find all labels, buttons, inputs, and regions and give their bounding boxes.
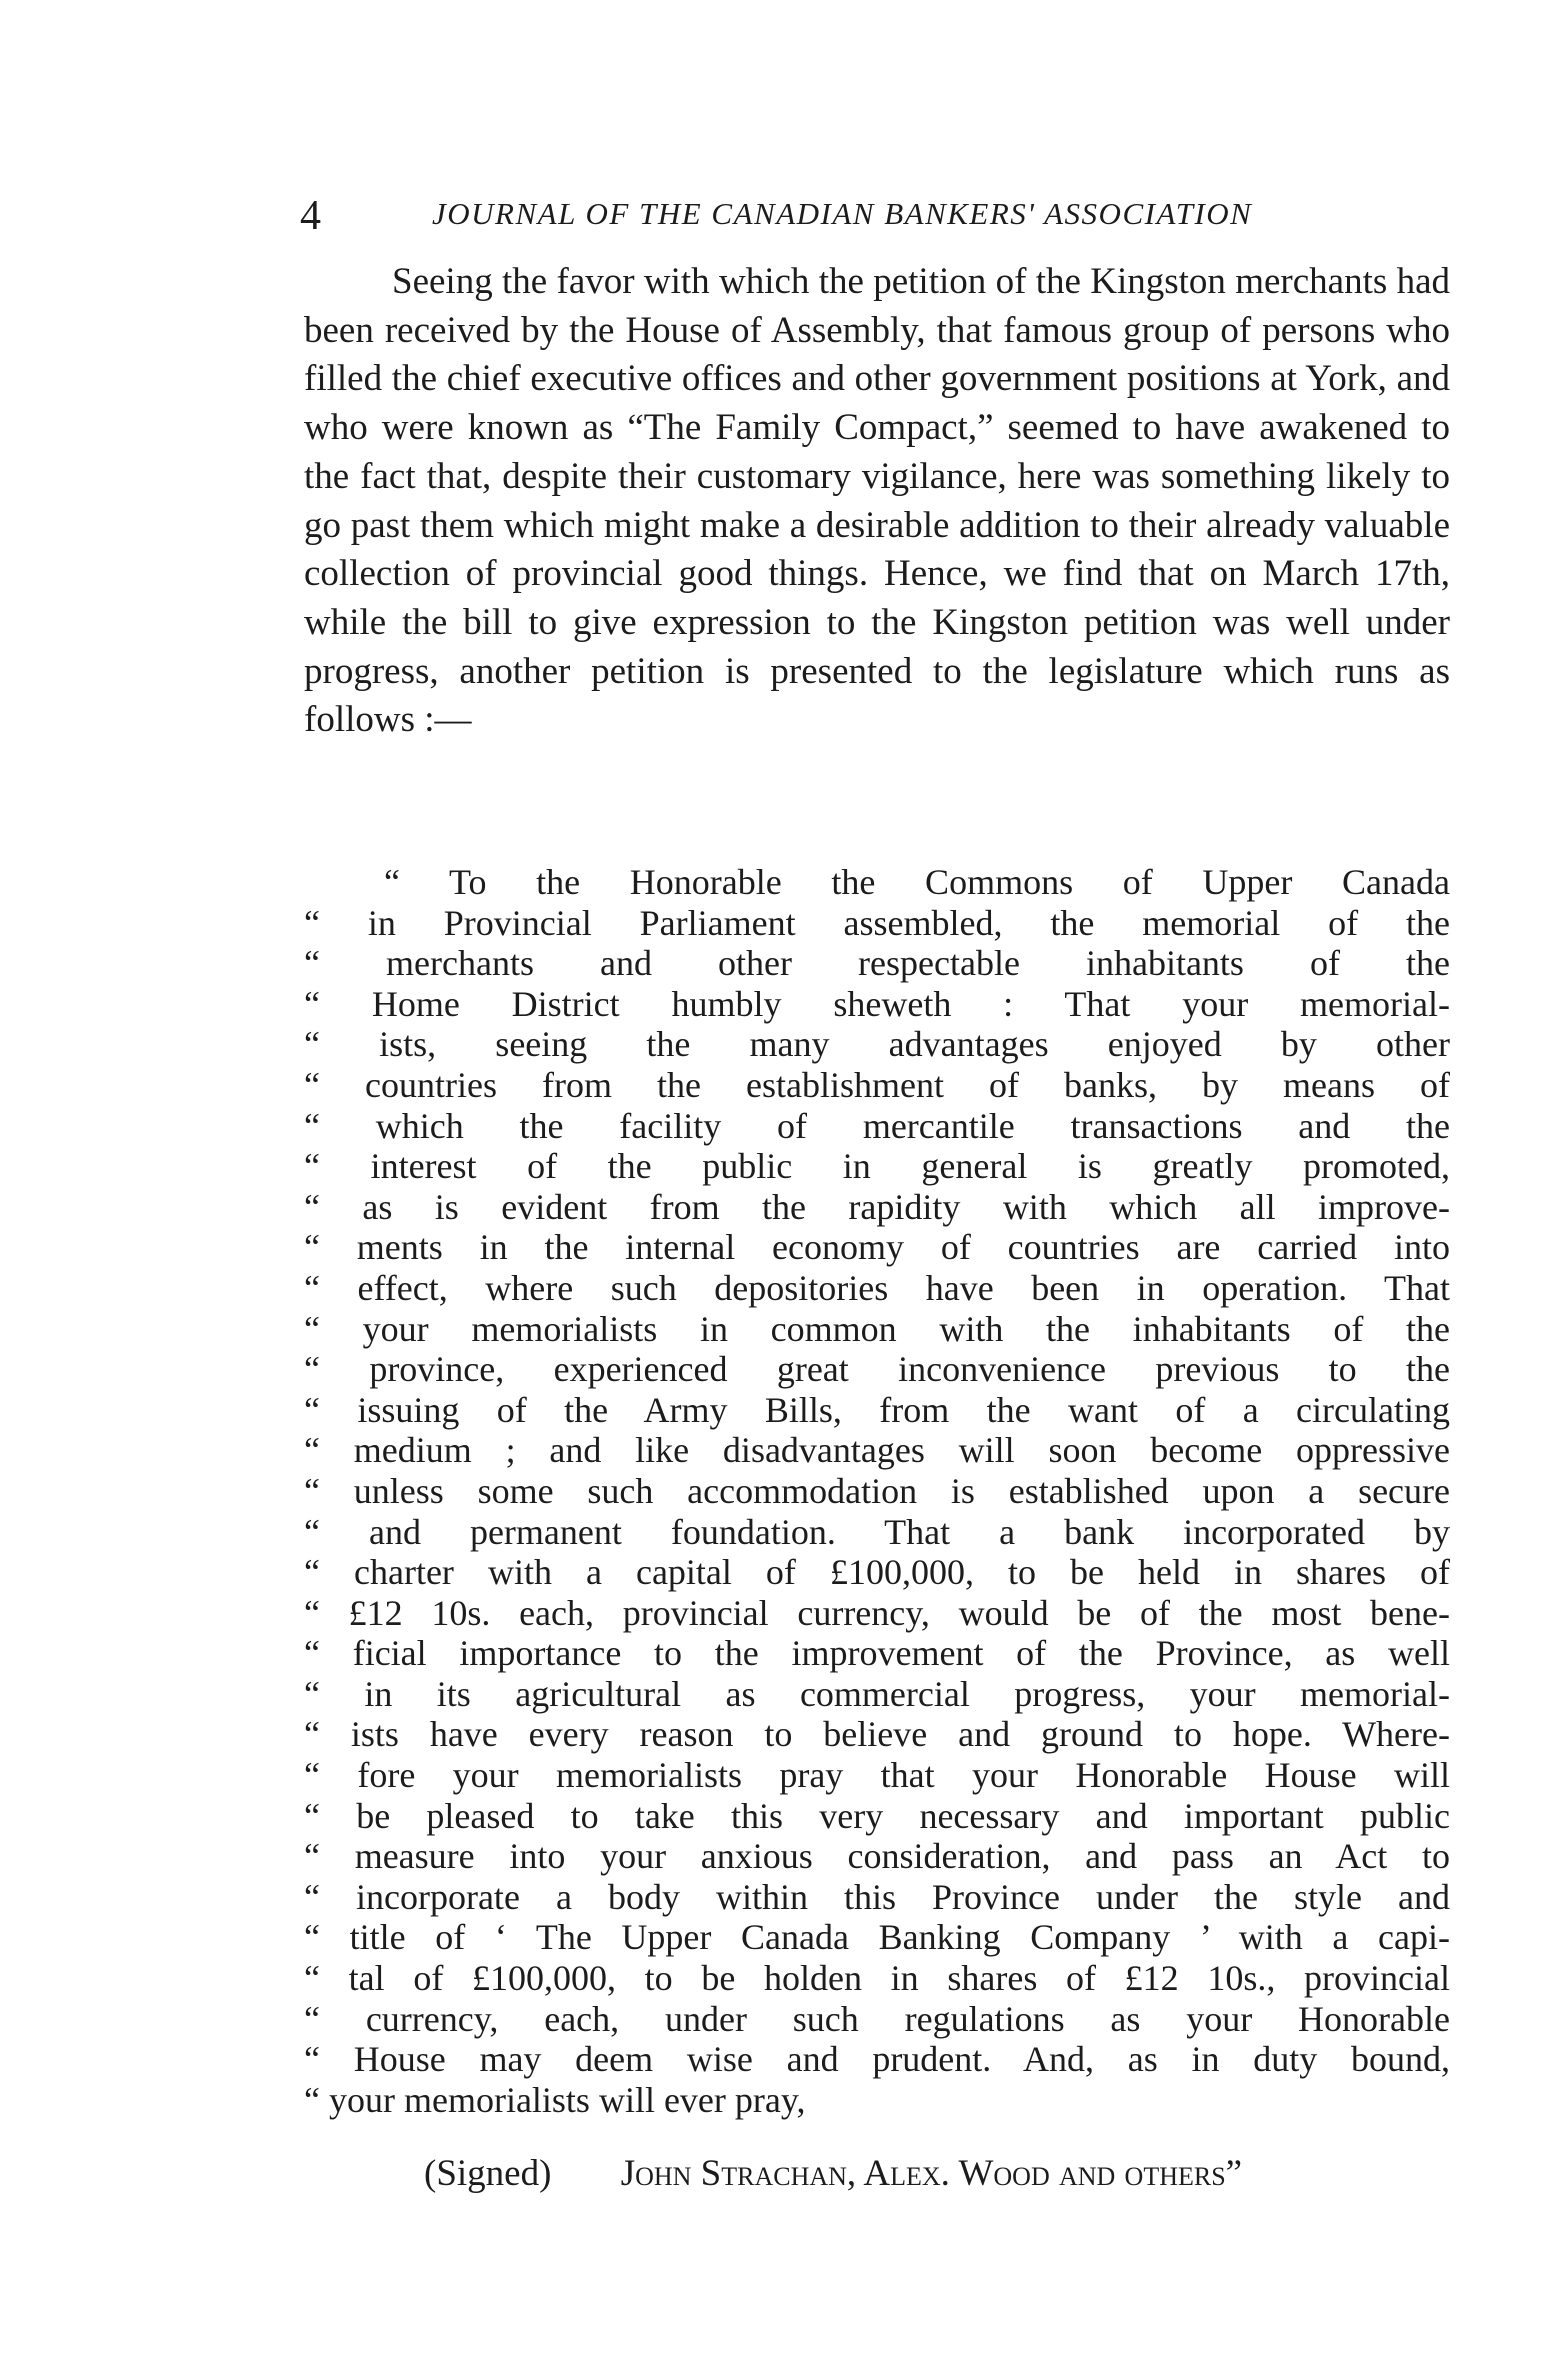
memorial-line: “ ists have every reason to believe and ground to hope. Where-	[304, 1714, 1450, 1755]
memorial-line: “ be pleased to take this very necessary and important public	[304, 1795, 1450, 1836]
memorial-line: “ ments in the internal economy of countries are carried into	[304, 1227, 1450, 1268]
memorial-line: “ ficial importance to the improvement of the Province, as well	[304, 1633, 1450, 1674]
memorial-line: “ merchants and other respectable inhabitants of the	[304, 943, 1450, 984]
memorial-line: “ charter with a capital of £100,000, to be held in shares of	[304, 1552, 1450, 1593]
memorial-line: “ unless some such accommodation is established upon a secure	[304, 1470, 1450, 1511]
signature-line	[424, 2150, 1242, 2198]
memorial-line: “ measure into your anxious consideration, and pass an Act to	[304, 1836, 1450, 1877]
memorial-line: “ in its agricultural as commercial progress, your memorial-	[304, 1673, 1450, 1714]
memorial-line: “ in Provincial Parliament assembled, the memorial of the	[304, 902, 1450, 943]
memorial-line: “ interest of the public in general is greatly promoted,	[304, 1146, 1450, 1187]
memorial-line: “ currency, each, under such regulations as your Honorable	[304, 1998, 1450, 2039]
memorial-line: “ title of ‘ The Upper Canada Banking Company ’ with a capi-	[304, 1917, 1450, 1958]
memorial-line: “ which the facility of mercantile transactions and the	[304, 1105, 1450, 1146]
signed-label: (Signed)	[424, 2153, 552, 2194]
memorial-line: “ your memorialists in common with the inhabitants of the	[304, 1308, 1450, 1349]
running-head: JOURNAL OF THE CANADIAN BANKERS' ASSOCIATION	[432, 196, 1253, 231]
page-number: 4	[300, 193, 321, 239]
memorial-line: “ province, experienced great inconvenience previous to the	[304, 1349, 1450, 1390]
memorial-line: “ House may deem wise and prudent. And, as in duty bound,	[304, 2039, 1450, 2080]
memorial-line: “ medium ; and like disadvantages will soon become oppressive	[304, 1430, 1450, 1471]
memorial-line: “ ists, seeing the many advantages enjoyed by other	[304, 1024, 1450, 1065]
memorial-line: “ To the Honorable the Commons of Upper Canada	[384, 862, 1450, 902]
memorial-line: “ incorporate a body within this Province under the style and	[304, 1876, 1450, 1917]
memorial-line: “ £12 10s. each, provincial currency, would be of the most bene-	[304, 1592, 1450, 1633]
signatory-names: John Strachan, Alex. Wood and others”	[620, 2153, 1243, 2194]
memorial-line: “ fore your memorialists pray that your Honorable House will	[304, 1755, 1450, 1796]
page-header	[300, 186, 1450, 246]
memorial-line: “ issuing of the Army Bills, from the want of a circulating	[304, 1389, 1450, 1430]
memorial-line: “ your memorialists will ever pray,	[304, 2079, 806, 2120]
memorial-line: “ as is evident from the rapidity with which all improve-	[304, 1186, 1450, 1227]
memorial-line: “ and permanent foundation. That a bank incorporated by	[304, 1511, 1450, 1552]
intro-paragraph: Seeing the favor with which the petition of the Kingston merchants had been received by the House of Assembly, that famous group of persons who filled the chief executive offices and other government positions at York, and who were known as “The Family Compact,” seemed to have awakened to the fact that, despite their customary vigilance, here was something likely to go past them which might make a desirable addition to their already valuable collection of provincial good things. Hence, we find that on March 17th, while the bill to give expression to the Kingston petition was well under progress, another petition is presented to the legislature which runs as follows :—	[304, 261, 1450, 741]
memorial-quotation	[304, 862, 1450, 2120]
memorial-line: “ effect, where such depositories have been in operation. That	[304, 1267, 1450, 1308]
memorial-line: “ Home District humbly sheweth : That your memorial-	[304, 983, 1450, 1024]
memorial-line: “ countries from the establishment of banks, by means of	[304, 1064, 1450, 1105]
memorial-line: “ tal of £100,000, to be holden in shares of £12 10s., provincial	[304, 1958, 1450, 1999]
